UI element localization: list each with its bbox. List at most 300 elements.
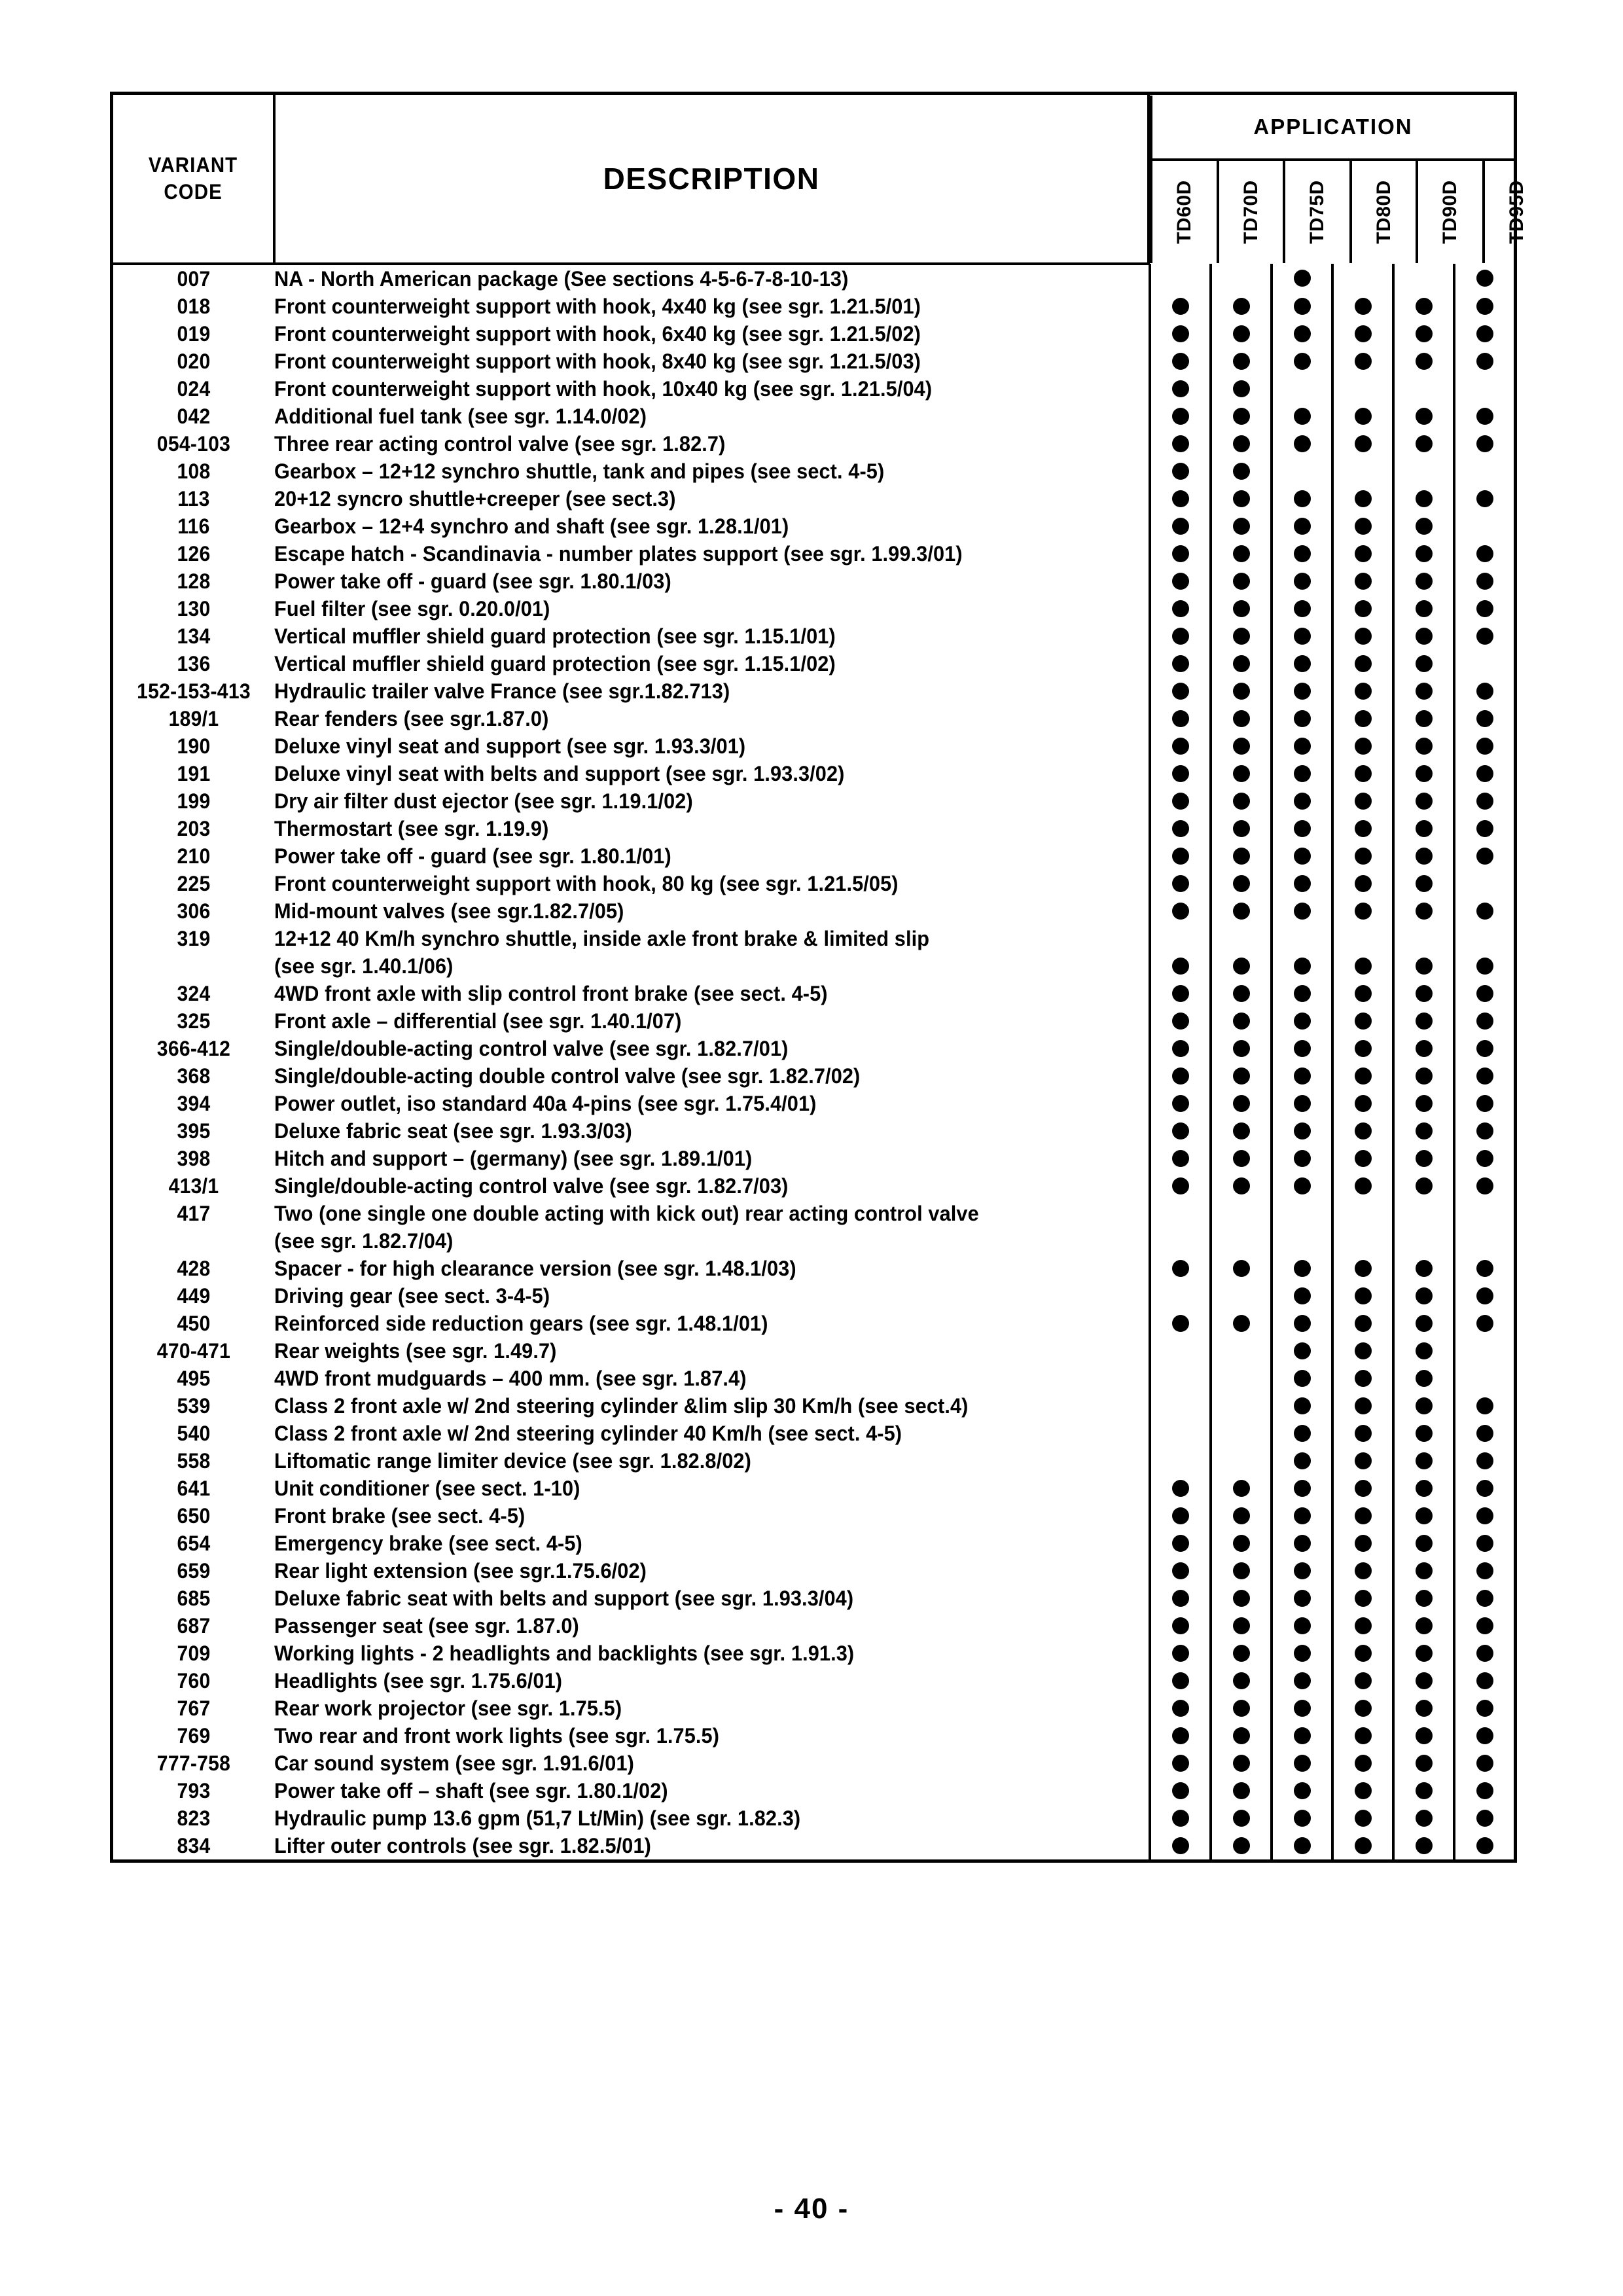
application-cell bbox=[1149, 512, 1514, 540]
application-dot-icon bbox=[1476, 1177, 1493, 1194]
application-dot-icon bbox=[1233, 1837, 1250, 1854]
model-column-label: TD60D bbox=[1173, 180, 1195, 244]
application-dot-icon bbox=[1233, 1727, 1250, 1744]
variant-code-cell: 126 bbox=[177, 541, 211, 565]
application-dot-empty bbox=[1172, 1397, 1189, 1414]
application-dot-cell-td90d bbox=[1392, 787, 1453, 815]
application-dot-icon bbox=[1233, 683, 1250, 700]
application-dot-cell-td75d bbox=[1270, 622, 1331, 650]
application-dot-cell-td95d bbox=[1453, 430, 1514, 457]
application-dot-empty bbox=[1294, 1232, 1311, 1249]
table-row bbox=[113, 1749, 1514, 1777]
application-dot-cell-td90d bbox=[1392, 1310, 1453, 1337]
application-dot-icon bbox=[1416, 1590, 1433, 1607]
application-dot-icon bbox=[1416, 545, 1433, 562]
application-dot-icon bbox=[1294, 1177, 1311, 1194]
application-dot-icon bbox=[1476, 1150, 1493, 1167]
application-dot-cell-td95d bbox=[1453, 705, 1514, 732]
application-dot-strip bbox=[1149, 1832, 1514, 1859]
application-dot-cell-td75d bbox=[1270, 293, 1331, 320]
application-dot-cell-td80d bbox=[1331, 1255, 1392, 1282]
application-dot-icon bbox=[1355, 1590, 1372, 1607]
application-dot-cell-td75d bbox=[1270, 980, 1331, 1007]
application-dot-cell-td90d bbox=[1392, 512, 1453, 540]
application-dot-icon bbox=[1294, 683, 1311, 700]
application-dot-cell-td90d bbox=[1392, 264, 1453, 293]
application-dot-icon bbox=[1476, 1507, 1493, 1524]
application-dot-cell-td90d bbox=[1392, 430, 1453, 457]
application-dot-icon bbox=[1416, 1755, 1433, 1772]
application-dot-cell-td95d bbox=[1453, 320, 1514, 348]
application-dot-cell-td80d bbox=[1331, 1695, 1392, 1722]
application-cell bbox=[1149, 1502, 1514, 1530]
application-dot-cell-td95d bbox=[1453, 1777, 1514, 1804]
description-cell: Front counterweight support with hook, 8x40 kg (see sgr. 1.21.5/03) bbox=[274, 349, 921, 373]
application-dot-cell-td80d bbox=[1331, 264, 1392, 293]
description-cell: Escape hatch - Scandinavia - number plates support (see sgr. 1.99.3/01) bbox=[274, 541, 963, 565]
application-dot-icon bbox=[1172, 1562, 1189, 1579]
table-row bbox=[113, 1832, 1514, 1859]
application-dot-cell-td80d bbox=[1331, 1365, 1392, 1392]
application-dot-cell-td75d bbox=[1270, 264, 1331, 293]
application-cell bbox=[1149, 677, 1514, 705]
application-dot-icon bbox=[1355, 325, 1372, 342]
application-dot-empty bbox=[1416, 380, 1433, 397]
application-cell bbox=[1149, 1365, 1514, 1392]
application-dot-empty bbox=[1233, 1287, 1250, 1304]
application-dot-icon bbox=[1294, 1617, 1311, 1634]
description-cell: Passenger seat (see sgr. 1.87.0) bbox=[274, 1613, 579, 1638]
application-dot-cell-td75d bbox=[1270, 897, 1331, 925]
variant-code-table bbox=[110, 92, 1527, 1863]
application-dot-icon bbox=[1172, 380, 1189, 397]
description-cell: Front brake (see sect. 4-5) bbox=[274, 1503, 526, 1528]
application-dot-icon bbox=[1355, 1370, 1372, 1387]
application-dot-icon bbox=[1355, 435, 1372, 452]
application-dot-icon bbox=[1416, 1782, 1433, 1799]
table-row bbox=[113, 1640, 1514, 1667]
variant-code-cell: 210 bbox=[177, 844, 211, 868]
application-dot-cell-td80d bbox=[1331, 1557, 1392, 1585]
application-dot-icon bbox=[1172, 1315, 1189, 1332]
application-dot-icon bbox=[1476, 1562, 1493, 1579]
application-dot-cell-td75d bbox=[1270, 1695, 1331, 1722]
application-cell bbox=[1149, 1200, 1514, 1227]
application-dot-cell-td75d bbox=[1270, 925, 1331, 952]
application-cell bbox=[1149, 760, 1514, 787]
description-cell: Single/double-acting double control valve (see sgr. 1.82.7/02) bbox=[274, 1064, 861, 1088]
application-dot-cell-td60d bbox=[1149, 705, 1209, 732]
application-dot-icon bbox=[1233, 1562, 1250, 1579]
application-dot-cell-td60d bbox=[1149, 1640, 1209, 1667]
table-row bbox=[113, 430, 1514, 457]
application-cell bbox=[1149, 622, 1514, 650]
application-dot-cell-td70d bbox=[1209, 1640, 1270, 1667]
application-dot-cell-td70d bbox=[1209, 1557, 1270, 1585]
application-dot-cell-td60d bbox=[1149, 1585, 1209, 1612]
application-dot-cell-td95d bbox=[1453, 1749, 1514, 1777]
application-dot-cell-td75d bbox=[1270, 348, 1331, 375]
application-dot-strip bbox=[1149, 540, 1514, 567]
application-dot-empty bbox=[1476, 655, 1493, 672]
application-dot-cell-td75d bbox=[1270, 485, 1331, 512]
description-cell: Working lights - 2 headlights and backlights (see sgr. 1.91.3) bbox=[274, 1641, 855, 1665]
application-dot-cell-td60d bbox=[1149, 1062, 1209, 1090]
application-dot-icon bbox=[1416, 655, 1433, 672]
application-dot-icon bbox=[1233, 1480, 1250, 1497]
application-dot-cell-td70d bbox=[1209, 1337, 1270, 1365]
variant-code-cell: 128 bbox=[177, 569, 211, 593]
application-dot-cell-td95d bbox=[1453, 870, 1514, 897]
description-cell: Two (one single one double acting with kick out) rear acting control valve bbox=[274, 1201, 979, 1225]
variant-code-cell: 450 bbox=[177, 1311, 211, 1335]
application-dot-empty bbox=[1476, 380, 1493, 397]
application-dot-icon bbox=[1355, 1315, 1372, 1332]
table-row bbox=[113, 1557, 1514, 1585]
model-column-label: TD90D bbox=[1438, 180, 1461, 244]
description-cell: (see sgr. 1.82.7/04) bbox=[274, 1229, 454, 1253]
application-dot-cell-td75d bbox=[1270, 732, 1331, 760]
application-dot-strip bbox=[1149, 815, 1514, 842]
application-dot-cell-td80d bbox=[1331, 952, 1392, 980]
application-dot-strip bbox=[1149, 787, 1514, 815]
application-dot-cell-td60d bbox=[1149, 1749, 1209, 1777]
application-dot-icon bbox=[1355, 1452, 1372, 1469]
application-dot-cell-td95d bbox=[1453, 1117, 1514, 1145]
application-dot-cell-td70d bbox=[1209, 512, 1270, 540]
description-cell: Deluxe vinyl seat with belts and support (see sgr. 1.93.3/02) bbox=[274, 761, 845, 785]
application-dot-icon bbox=[1476, 1590, 1493, 1607]
application-dot-icon bbox=[1416, 793, 1433, 810]
table-row bbox=[113, 705, 1514, 732]
application-dot-cell-td95d bbox=[1453, 1832, 1514, 1859]
application-dot-icon bbox=[1172, 408, 1189, 425]
application-dot-icon bbox=[1233, 1013, 1250, 1030]
application-dot-cell-td70d bbox=[1209, 293, 1270, 320]
application-dot-icon bbox=[1476, 1617, 1493, 1634]
application-dot-strip bbox=[1149, 457, 1514, 485]
application-dot-cell-td70d bbox=[1209, 897, 1270, 925]
application-dot-cell-td60d bbox=[1149, 1145, 1209, 1172]
application-dot-icon bbox=[1294, 765, 1311, 782]
table-row bbox=[113, 320, 1514, 348]
application-dot-strip bbox=[1149, 1035, 1514, 1062]
application-dot-strip bbox=[1149, 622, 1514, 650]
application-dot-cell-td80d bbox=[1331, 1310, 1392, 1337]
application-dot-cell-td90d bbox=[1392, 1090, 1453, 1117]
application-dot-cell-td90d bbox=[1392, 815, 1453, 842]
application-dot-cell-td95d bbox=[1453, 1310, 1514, 1337]
application-dot-icon bbox=[1172, 600, 1189, 617]
application-dot-cell-td80d bbox=[1331, 1282, 1392, 1310]
variant-code-cell bbox=[118, 952, 269, 980]
application-cell bbox=[1149, 1804, 1514, 1832]
application-dot-icon bbox=[1233, 1700, 1250, 1717]
application-dot-strip bbox=[1149, 430, 1514, 457]
application-dot-icon bbox=[1416, 1370, 1433, 1387]
application-dot-cell-td60d bbox=[1149, 1090, 1209, 1117]
application-dot-strip bbox=[1149, 1695, 1514, 1722]
application-dot-icon bbox=[1416, 903, 1433, 920]
table-row bbox=[113, 952, 1514, 980]
application-dot-cell-td75d bbox=[1270, 320, 1331, 348]
table-row bbox=[113, 815, 1514, 842]
application-dot-icon bbox=[1294, 1782, 1311, 1799]
application-dot-icon bbox=[1416, 820, 1433, 837]
application-dot-cell-td60d bbox=[1149, 677, 1209, 705]
variant-code-cell: 834 bbox=[177, 1833, 211, 1857]
table-row bbox=[113, 1777, 1514, 1804]
variant-code-cell: 659 bbox=[177, 1558, 211, 1583]
application-dot-cell-td95d bbox=[1453, 842, 1514, 870]
application-dot-icon bbox=[1476, 1727, 1493, 1744]
application-dot-cell-td90d bbox=[1392, 567, 1453, 595]
variant-code-cell: 428 bbox=[177, 1256, 211, 1280]
description-cell: NA - North American package (See sections 4-5-6-7-8-10-13) bbox=[274, 266, 849, 291]
application-dot-strip bbox=[1149, 1640, 1514, 1667]
application-dot-icon bbox=[1416, 518, 1433, 535]
application-dot-cell-td70d bbox=[1209, 870, 1270, 897]
application-dot-empty bbox=[1172, 1370, 1189, 1387]
table-row bbox=[113, 403, 1514, 430]
application-dot-strip bbox=[1149, 1365, 1514, 1392]
application-dot-cell-td70d bbox=[1209, 457, 1270, 485]
application-dot-icon bbox=[1476, 958, 1493, 975]
application-dot-icon bbox=[1294, 1095, 1311, 1112]
application-dot-cell-td80d bbox=[1331, 980, 1392, 1007]
description-cell: Fuel filter (see sgr. 0.20.0/01) bbox=[274, 596, 550, 620]
application-dot-icon bbox=[1416, 1452, 1433, 1469]
application-dot-cell-td70d bbox=[1209, 1475, 1270, 1502]
application-dot-icon bbox=[1294, 985, 1311, 1002]
table-row bbox=[113, 348, 1514, 375]
application-dot-cell-td60d bbox=[1149, 1310, 1209, 1337]
application-dot-cell-td70d bbox=[1209, 1035, 1270, 1062]
application-cell bbox=[1149, 264, 1514, 293]
table-row bbox=[113, 457, 1514, 485]
description-cell: 20+12 syncro shuttle+creeper (see sect.3) bbox=[274, 486, 676, 511]
table-header bbox=[113, 95, 1527, 264]
application-dot-icon bbox=[1294, 1150, 1311, 1167]
application-dot-icon bbox=[1355, 1425, 1372, 1442]
variant-code-cell: 136 bbox=[177, 651, 211, 675]
application-dot-icon bbox=[1416, 435, 1433, 452]
application-dot-cell-td90d bbox=[1392, 952, 1453, 980]
application-cell bbox=[1149, 1392, 1514, 1420]
application-dot-cell-td70d bbox=[1209, 1392, 1270, 1420]
application-dot-cell-td70d bbox=[1209, 1749, 1270, 1777]
application-dot-cell-td70d bbox=[1209, 705, 1270, 732]
variant-code-cell: 495 bbox=[177, 1366, 211, 1390]
table-row bbox=[113, 1227, 1514, 1255]
application-dot-cell-td90d bbox=[1392, 1282, 1453, 1310]
application-dot-cell-td60d bbox=[1149, 1804, 1209, 1832]
application-dot-cell-td60d bbox=[1149, 1365, 1209, 1392]
application-dot-icon bbox=[1476, 270, 1493, 287]
description-cell: Gearbox – 12+4 synchro and shaft (see sgr. 1.28.1/01) bbox=[274, 514, 789, 538]
application-dot-icon bbox=[1233, 600, 1250, 617]
variant-code-cell: 654 bbox=[177, 1531, 211, 1555]
description-cell: Power outlet, iso standard 40a 4-pins (see sgr. 1.75.4/01) bbox=[274, 1091, 817, 1115]
application-dot-icon bbox=[1416, 1810, 1433, 1827]
application-dot-icon bbox=[1233, 490, 1250, 507]
application-dot-cell-td95d bbox=[1453, 1255, 1514, 1282]
application-dot-cell-td70d bbox=[1209, 952, 1270, 980]
application-dot-cell-td75d bbox=[1270, 1667, 1331, 1695]
application-dot-cell-td95d bbox=[1453, 1062, 1514, 1090]
application-dot-strip bbox=[1149, 925, 1514, 952]
application-dot-icon bbox=[1476, 1837, 1493, 1854]
application-dot-cell-td90d bbox=[1392, 1365, 1453, 1392]
application-dot-cell-td80d bbox=[1331, 760, 1392, 787]
application-dot-cell-td90d bbox=[1392, 1447, 1453, 1475]
table-row bbox=[113, 1117, 1514, 1145]
application-dot-icon bbox=[1416, 1425, 1433, 1442]
application-dot-cell-td70d bbox=[1209, 1420, 1270, 1447]
application-dot-empty bbox=[1172, 1425, 1189, 1442]
application-dot-cell-td60d bbox=[1149, 540, 1209, 567]
application-dot-cell-td90d bbox=[1392, 1530, 1453, 1557]
application-dot-cell-td60d bbox=[1149, 1612, 1209, 1640]
application-dot-icon bbox=[1416, 1645, 1433, 1662]
application-dot-cell-td70d bbox=[1209, 1007, 1270, 1035]
application-dot-cell-td75d bbox=[1270, 842, 1331, 870]
application-dot-empty bbox=[1476, 518, 1493, 535]
application-cell bbox=[1149, 1282, 1514, 1310]
application-dot-strip bbox=[1149, 1392, 1514, 1420]
application-dot-icon bbox=[1233, 1122, 1250, 1139]
page-number: - 40 - bbox=[774, 2193, 849, 2225]
table-row bbox=[113, 1365, 1514, 1392]
application-dot-icon bbox=[1294, 628, 1311, 645]
application-dot-cell-td80d bbox=[1331, 320, 1392, 348]
application-dot-strip bbox=[1149, 1172, 1514, 1200]
application-dot-cell-td75d bbox=[1270, 1200, 1331, 1227]
application-dot-strip bbox=[1149, 1804, 1514, 1832]
application-dot-cell-td60d bbox=[1149, 787, 1209, 815]
model-column-label: TD75D bbox=[1306, 180, 1328, 244]
application-dot-cell-td95d bbox=[1453, 1035, 1514, 1062]
application-dot-strip bbox=[1149, 1310, 1514, 1337]
application-dot-cell-td60d bbox=[1149, 1227, 1209, 1255]
application-dot-cell-td80d bbox=[1331, 1722, 1392, 1749]
application-cell bbox=[1149, 925, 1514, 952]
application-cell bbox=[1149, 1530, 1514, 1557]
application-dot-cell-td70d bbox=[1209, 1530, 1270, 1557]
application-dot-icon bbox=[1476, 1013, 1493, 1030]
variant-code-header bbox=[120, 95, 268, 264]
table-row bbox=[113, 1612, 1514, 1640]
application-cell bbox=[1149, 732, 1514, 760]
application-dot-cell-td75d bbox=[1270, 787, 1331, 815]
application-dot-icon bbox=[1416, 408, 1433, 425]
application-dot-cell-td90d bbox=[1392, 1420, 1453, 1447]
application-dot-cell-td95d bbox=[1453, 1612, 1514, 1640]
application-dot-icon bbox=[1294, 1067, 1311, 1085]
application-dot-cell-td75d bbox=[1270, 1310, 1331, 1337]
application-dot-cell-td95d bbox=[1453, 1695, 1514, 1722]
application-dot-cell-td90d bbox=[1392, 1475, 1453, 1502]
application-dot-empty bbox=[1294, 930, 1311, 947]
application-dot-icon bbox=[1233, 518, 1250, 535]
application-dot-icon bbox=[1294, 710, 1311, 727]
application-dot-cell-td70d bbox=[1209, 1090, 1270, 1117]
application-dot-icon bbox=[1294, 1535, 1311, 1552]
application-dot-strip bbox=[1149, 1062, 1514, 1090]
table-row bbox=[113, 1310, 1514, 1337]
application-dot-cell-td90d bbox=[1392, 1200, 1453, 1227]
application-dot-icon bbox=[1172, 1535, 1189, 1552]
application-dot-cell-td75d bbox=[1270, 1475, 1331, 1502]
application-dot-cell-td95d bbox=[1453, 677, 1514, 705]
application-dot-cell-td95d bbox=[1453, 732, 1514, 760]
application-dot-cell-td95d bbox=[1453, 485, 1514, 512]
application-cell bbox=[1149, 815, 1514, 842]
application-cell bbox=[1149, 567, 1514, 595]
application-dot-icon bbox=[1355, 1507, 1372, 1524]
variant-code-cell: 685 bbox=[177, 1586, 211, 1610]
application-dot-icon bbox=[1355, 1040, 1372, 1057]
application-cell bbox=[1149, 430, 1514, 457]
application-dot-strip bbox=[1149, 320, 1514, 348]
application-dot-icon bbox=[1294, 1452, 1311, 1469]
table-row bbox=[113, 980, 1514, 1007]
application-dot-icon bbox=[1294, 1480, 1311, 1497]
application-dot-icon bbox=[1172, 573, 1189, 590]
model-column-header-td60d bbox=[1150, 161, 1217, 263]
application-dot-cell-td95d bbox=[1453, 760, 1514, 787]
application-dot-icon bbox=[1294, 1562, 1311, 1579]
application-dot-cell-td95d bbox=[1453, 595, 1514, 622]
application-dot-empty bbox=[1355, 930, 1372, 947]
application-dot-cell-td80d bbox=[1331, 1117, 1392, 1145]
application-dot-cell-td90d bbox=[1392, 540, 1453, 567]
application-dot-strip bbox=[1149, 1585, 1514, 1612]
application-dot-cell-td60d bbox=[1149, 897, 1209, 925]
application-dot-cell-td75d bbox=[1270, 430, 1331, 457]
application-dot-icon bbox=[1355, 1287, 1372, 1304]
application-dot-cell-td75d bbox=[1270, 1585, 1331, 1612]
table-row bbox=[113, 870, 1514, 897]
application-dot-cell-td80d bbox=[1331, 622, 1392, 650]
table-row bbox=[113, 677, 1514, 705]
application-dot-strip bbox=[1149, 1420, 1514, 1447]
application-dot-cell-td75d bbox=[1270, 1337, 1331, 1365]
application-dot-icon bbox=[1476, 683, 1493, 700]
application-dot-icon bbox=[1416, 1177, 1433, 1194]
application-dot-icon bbox=[1172, 848, 1189, 865]
application-dot-icon bbox=[1233, 1645, 1250, 1662]
application-dot-cell-td90d bbox=[1392, 677, 1453, 705]
variant-code-cell: 134 bbox=[177, 624, 211, 648]
application-dot-icon bbox=[1233, 545, 1250, 562]
application-dot-cell-td90d bbox=[1392, 1832, 1453, 1859]
application-dot-cell-td60d bbox=[1149, 1007, 1209, 1035]
table-row bbox=[113, 1282, 1514, 1310]
application-dot-cell-td70d bbox=[1209, 1227, 1270, 1255]
application-dot-icon bbox=[1172, 793, 1189, 810]
application-dot-cell-td60d bbox=[1149, 430, 1209, 457]
application-dot-cell-td90d bbox=[1392, 1337, 1453, 1365]
application-dot-strip bbox=[1149, 485, 1514, 512]
application-dot-cell-td80d bbox=[1331, 1640, 1392, 1667]
table-row bbox=[113, 1200, 1514, 1227]
application-dot-cell-td80d bbox=[1331, 1172, 1392, 1200]
application-dot-cell-td90d bbox=[1392, 1612, 1453, 1640]
application-dot-icon bbox=[1172, 985, 1189, 1002]
application-dot-icon bbox=[1476, 545, 1493, 562]
application-cell bbox=[1149, 457, 1514, 485]
